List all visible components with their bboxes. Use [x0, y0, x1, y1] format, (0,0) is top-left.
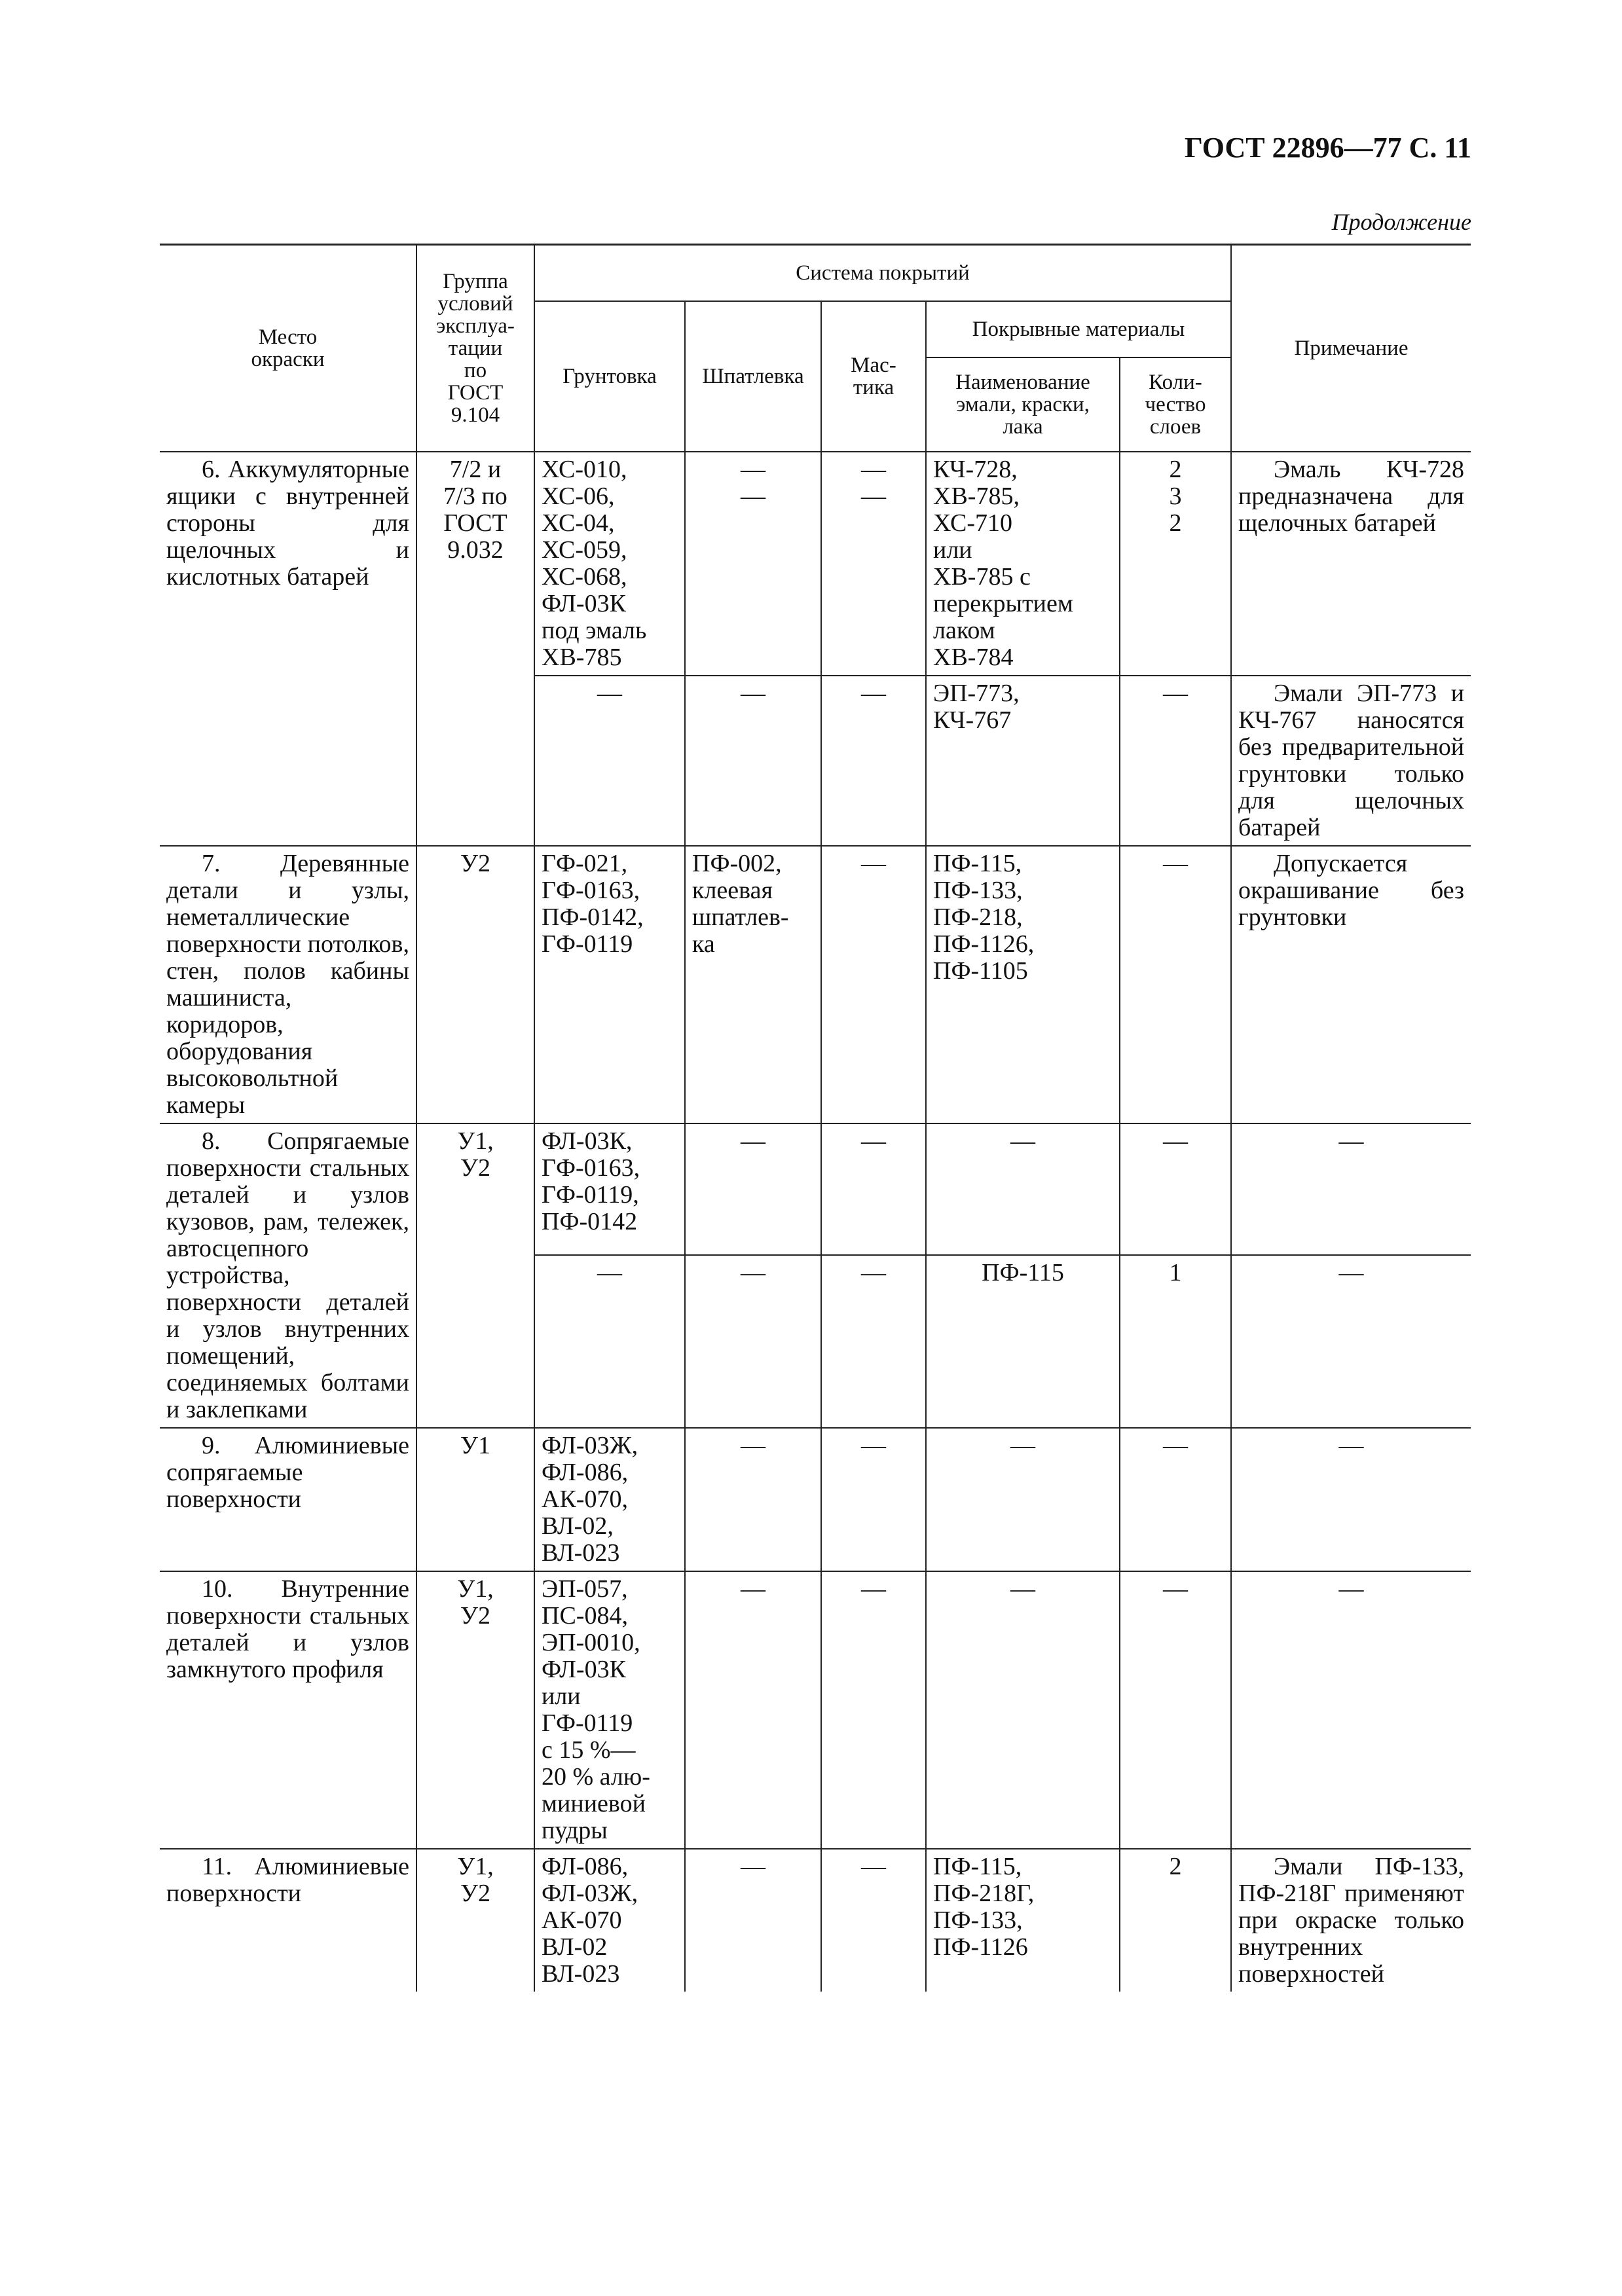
table-row [160, 1123, 1471, 1255]
coat-cell: ЭП-773, КЧ-767 [926, 676, 1120, 846]
putty-cell: ПФ-002, клеевая шпатлев- ка [685, 846, 821, 1123]
header-system: Система покрытий [534, 245, 1231, 302]
mastic-cell: — — [821, 452, 926, 676]
note-cell: — [1231, 1571, 1471, 1849]
table-row [160, 1428, 1471, 1571]
putty-cell: — [685, 1428, 821, 1571]
note-cell: — [1231, 1123, 1471, 1255]
mastic-cell: — [821, 1123, 926, 1255]
group-cell: У1, У2 [416, 1123, 534, 1428]
group-cell: 7/2 и 7/3 по ГОСТ 9.032 [416, 452, 534, 846]
note-cell: Эмаль КЧ-728 предназначена для щелочных батарей [1231, 452, 1471, 676]
putty-cell: — — [685, 452, 821, 676]
putty-cell: — [685, 1123, 821, 1255]
coat-cell: КЧ-728, ХВ-785, ХС-710 или ХВ-785 с перекрытием лаком ХВ-784 [926, 452, 1120, 676]
table-row [160, 846, 1471, 1123]
group-cell: У1, У2 [416, 1571, 534, 1849]
putty-cell: — [685, 1255, 821, 1428]
mastic-cell: — [821, 676, 926, 846]
mastic-cell: — [821, 846, 926, 1123]
layers-cell: — [1120, 1571, 1231, 1849]
note-cell: Эмали ПФ-133, ПФ-218Г применяют при окраске только внутренних поверхностей [1231, 1849, 1471, 1992]
mastic-cell: — [821, 1428, 926, 1571]
primer-cell: ХС-010, ХС-06, ХС-04, ХС-059, ХС-068, ФЛ-03К под эмаль ХВ-785 [534, 452, 685, 676]
group-cell: У1, У2 [416, 1849, 534, 1992]
layers-cell: 1 [1120, 1255, 1231, 1428]
table-row [160, 1571, 1471, 1849]
group-cell: У1 [416, 1428, 534, 1571]
page-header: ГОСТ 22896—77 С. 11 [1184, 132, 1471, 164]
primer-cell: ЭП-057, ПС-084, ЭП-0010, ФЛ-03К или ГФ-0119 с 15 %— 20 % алю- миниевой пудры [534, 1571, 685, 1849]
coat-cell: ПФ-115 [926, 1255, 1120, 1428]
header-note: Примечание [1231, 245, 1471, 452]
coating-table [160, 244, 1471, 1992]
coat-cell: ПФ-115, ПФ-218Г, ПФ-133, ПФ-1126 [926, 1849, 1120, 1992]
header-place: Место окраски [160, 245, 416, 452]
header-primer: Грунтовка [534, 301, 685, 452]
putty-cell: — [685, 1849, 821, 1992]
header-group: Группа условий эксплуа- тации по ГОСТ 9.104 [416, 245, 534, 452]
layers-cell: — [1120, 676, 1231, 846]
note-cell: — [1231, 1255, 1471, 1428]
mastic-cell: — [821, 1849, 926, 1992]
place-cell: 10. Внутренние поверхности стальных деталей и узлов замкнутого профиля [160, 1571, 416, 1849]
primer-cell: — [534, 676, 685, 846]
layers-cell: 2 3 2 [1120, 452, 1231, 676]
place-cell: 11. Алюминиевые поверхности [160, 1849, 416, 1992]
mastic-cell: — [821, 1255, 926, 1428]
header-putty: Шпатлевка [685, 301, 821, 452]
place-cell: 8. Сопрягаемые поверхности стальных деталей и узлов кузовов, рам, тележек, автосцепного устройства, поверхности деталей и узлов внутренних помещений, соединяемых болтами и заклепками [160, 1123, 416, 1428]
putty-cell: — [685, 676, 821, 846]
primer-cell: — [534, 1255, 685, 1428]
coat-cell: — [926, 1571, 1120, 1849]
layers-cell: — [1120, 1428, 1231, 1571]
layers-cell: — [1120, 1123, 1231, 1255]
header-coat-materials: Покрывные материалы [926, 301, 1231, 357]
layers-cell: 2 [1120, 1849, 1231, 1992]
continuation-label: Продолжение [1331, 209, 1471, 235]
place-cell: 7. Деревянные детали и узлы, неметаллические поверхности потолков, стен, полов кабины машиниста, коридоров, оборудования высоковольтной камеры [160, 846, 416, 1123]
header-layers: Коли- чество слоев [1120, 357, 1231, 452]
putty-cell: — [685, 1571, 821, 1849]
place-cell: 6. Аккумуляторные ящики с внутренней стороны для щелочных и кислотных батарей [160, 452, 416, 846]
place-cell: 9. Алюминиевые сопрягаемые поверхности [160, 1428, 416, 1571]
header-mastic: Мас- тика [821, 301, 926, 452]
primer-cell: ФЛ-03Ж, ФЛ-086, АК-070, ВЛ-02, ВЛ-023 [534, 1428, 685, 1571]
note-cell: Эмали ЭП-773 и КЧ-767 наносятся без предварительной грунтовки только для щелочных батарей [1231, 676, 1471, 846]
group-cell: У2 [416, 846, 534, 1123]
mastic-cell: — [821, 1571, 926, 1849]
primer-cell: ФЛ-086, ФЛ-03Ж, АК-070 ВЛ-02 ВЛ-023 [534, 1849, 685, 1992]
table-row [160, 452, 1471, 676]
layers-cell: — [1120, 846, 1231, 1123]
primer-cell: ГФ-021, ГФ-0163, ПФ-0142, ГФ-0119 [534, 846, 685, 1123]
primer-cell: ФЛ-03К, ГФ-0163, ГФ-0119, ПФ-0142 [534, 1123, 685, 1255]
header-coat-name: Наименование эмали, краски, лака [926, 357, 1120, 452]
coat-cell: — [926, 1123, 1120, 1255]
note-cell: Допускается окрашивание без грунтовки [1231, 846, 1471, 1123]
note-cell: — [1231, 1428, 1471, 1571]
coat-cell: ПФ-115, ПФ-133, ПФ-218, ПФ-1126, ПФ-1105 [926, 846, 1120, 1123]
coat-cell: — [926, 1428, 1120, 1571]
table-row [160, 1849, 1471, 1992]
